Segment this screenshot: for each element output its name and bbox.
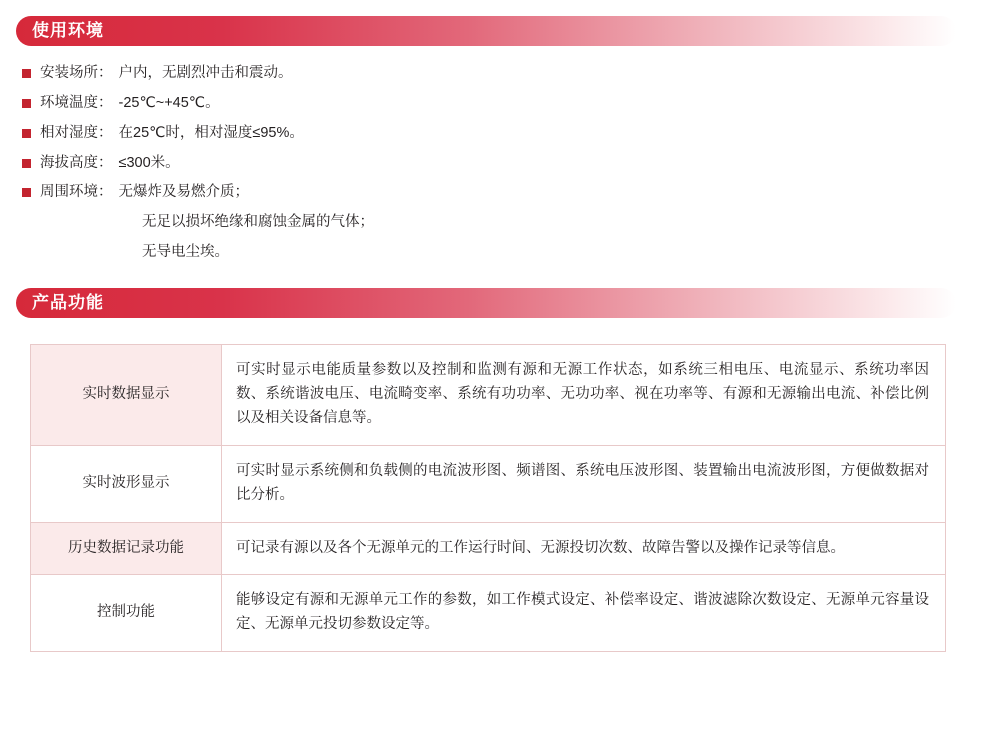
sub-line: 无足以损坏绝缘和腐蚀金属的气体；: [142, 214, 374, 231]
table-row: [31, 522, 946, 575]
section-header-bar: [16, 288, 956, 318]
table-cell-desc: 可实时显示电能质量参数以及控制和监测有源和无源工作状态，如系统三相电压、电流显示、系统功率因数、系统谐波电压、电流畸变率、系统有功功率、无功功率、视在功率等、有源和无源输出电流、补偿比例以及相关设备信息等。: [222, 344, 946, 445]
document-page: [0, 16, 981, 748]
section-title: 使用环境: [32, 21, 104, 40]
section-title: 产品功能: [32, 292, 104, 312]
table-cell-name: 历史数据记录功能: [31, 522, 222, 575]
section-header-functions: [16, 288, 981, 318]
list-item-label: 环境温度：: [40, 94, 113, 111]
square-bullet-icon: [22, 188, 31, 197]
list-item-label: 海拔高度：: [40, 154, 113, 171]
list-item-value: -25℃~+45℃。: [118, 94, 220, 111]
functions-table-wrap: [30, 344, 946, 652]
square-bullet-icon: [22, 159, 31, 168]
list-item-value: ≤300米。: [118, 154, 180, 171]
table-cell-desc: 可实时显示系统侧和负载侧的电流波形图、频谱图、系统电压波形图、装置输出电流波形图，方便做数据对比分析。: [222, 445, 946, 522]
list-item: [22, 183, 981, 202]
list-item: [22, 64, 981, 83]
list-item-value: 户内，无剧烈冲击和震动。: [118, 65, 293, 81]
square-bullet-icon: [22, 69, 31, 78]
environment-sub-lines: [142, 213, 981, 262]
list-item-label: 周围环境：: [40, 184, 113, 201]
table-cell-name: 控制功能: [31, 575, 222, 652]
table-row: [31, 445, 946, 522]
section-header-bar: [16, 16, 956, 46]
functions-table: [30, 344, 946, 652]
square-bullet-icon: [22, 129, 31, 138]
table-cell-desc: 可记录有源以及各个无源单元的工作运行时间、无源投切次数、故障告警以及操作记录等信息。: [222, 522, 946, 575]
table-cell-name: 实时数据显示: [31, 344, 222, 445]
section-header-environment: [16, 16, 981, 46]
table-row: [31, 344, 946, 445]
list-item-value: 在25℃时，相对湿度≤95%。: [118, 124, 304, 141]
list-item: [22, 154, 981, 173]
list-item: [22, 124, 981, 143]
list-item-label: 相对湿度：: [40, 124, 113, 141]
table-row: [31, 575, 946, 652]
list-item: [22, 94, 981, 113]
square-bullet-icon: [22, 99, 31, 108]
environment-list: [22, 64, 981, 262]
sub-line: 无导电尘埃。: [142, 244, 229, 261]
list-item-value: 无爆炸及易燃介质；: [118, 184, 249, 201]
table-cell-desc: 能够设定有源和无源单元工作的参数，如工作模式设定、补偿率设定、谐波滤除次数设定、无源单元容量设定、无源单元投切参数设定等。: [222, 575, 946, 652]
list-item-label: 安装场所：: [40, 65, 113, 81]
table-cell-name: 实时波形显示: [31, 445, 222, 522]
